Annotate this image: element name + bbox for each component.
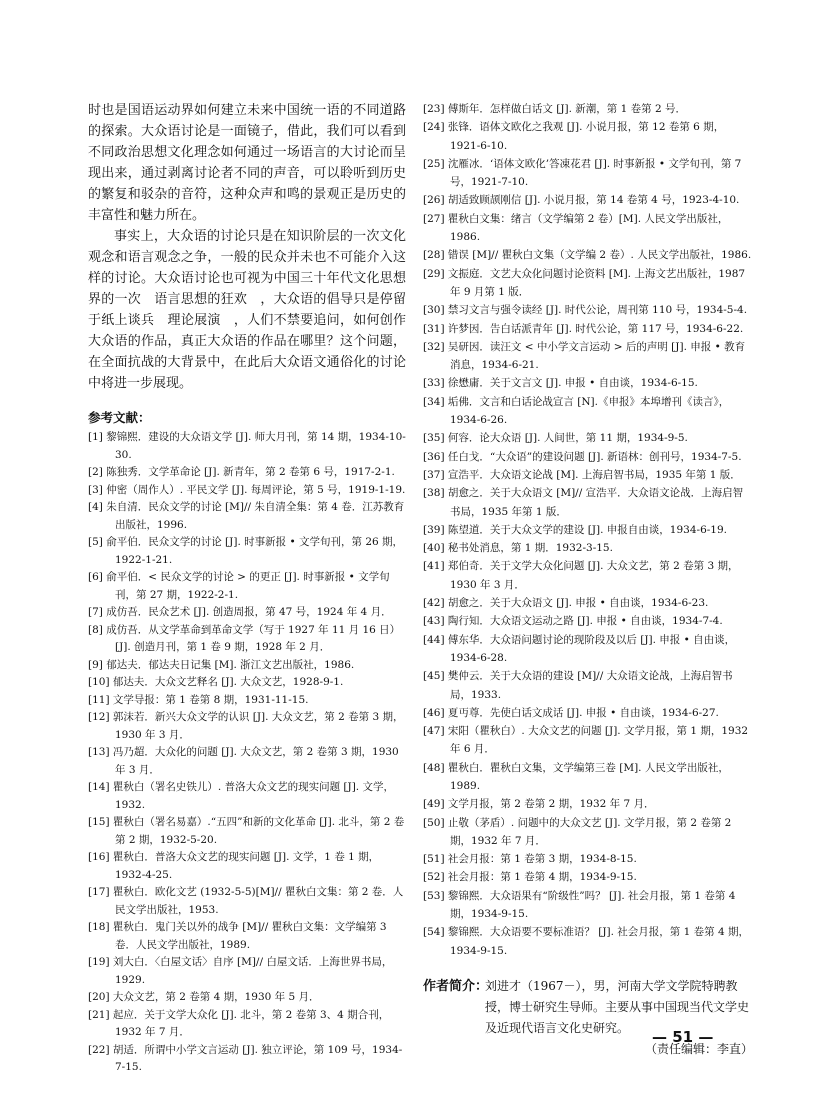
reference-item: [38] 胡愈之．关于大众语文 [M]// 宣浩平．大众语文论战．上海启智书局，1935 年第 1 版． (423, 487, 744, 518)
references-list-left (88, 429, 406, 1077)
reference-item: [14] 瞿秋白（署名史铁儿）. 普洛大众文艺的现实问题 [J]. 文学，1932. (88, 781, 394, 811)
body-paragraph-2: 事实上，大众语的讨论只是在知识阶层的一次文化观念和语言观念之争，一般的民众并未也不可能介入这样的讨论。大众语讨论也可视为中国三十年代文化思想界的一次 语言思想的狂欢 ，大众语的倡导只是停留于纸上谈兵 理论展演 ，人们不禁要追问，如何创作大众语的作品，真正大众语的作品在哪里？这个问题，在全面抗战的大背景中，在此后大众语文通俗化的讨论中将进一步展现。 (88, 229, 406, 391)
reference-item: [48] 瞿秋白．瞿秋白文集，文学编第三卷 [M]. 人民文学出版社，1989. (423, 761, 729, 792)
reference-item: [53] 黎锦熙．大众语果有“阶级性”吗？ [J]. 社会月报，第 1 卷第 4 期，1934-9-15. (423, 889, 736, 921)
reference-item: [52] 社会月报：第 1 卷第 4 期，1934-9-15. (423, 871, 637, 884)
reference-item: [34] 垢佛．文言和白话论战宣言 [N].《申报》本埠增刊《读言》，1934-6-26. (423, 395, 730, 427)
right-column (423, 100, 753, 1060)
reference-item: [24] 张锋．语体文欧化之我观 [J]. 小说月报，第 12 卷第 6 期，1921-6-10. (423, 121, 725, 152)
reference-item: [36] 任白戈．“大众语”的建设问题 [J]. 新语林：创刊号，1934-7-5. (423, 450, 742, 463)
reference-item: [47] 宋阳（瞿秋白）. 大众文艺的问题 [J]. 文学月报，第 1 期，1932 年 6 月． (423, 725, 749, 756)
reference-item: [35] 何容．论大众语 [J]. 人间世，第 11 期，1934-9-5. (423, 432, 688, 445)
left-column (88, 100, 406, 1077)
reference-item: [9] 郁达夫．郁达夫日记集 [M]. 浙江文艺出版社，1986. (88, 658, 355, 671)
reference-item: [28] 错误 [M]// 瞿秋白文集（文学编 2 卷）. 人民文学出版社，1986. (423, 249, 752, 262)
reference-item: [25] 沈雁冰．‘语体文欧化’答凍花君 [J]. 时事新报 • 文学旬刊，第 7 号，1921-7-10. (423, 157, 742, 189)
reference-item: [12] 郭沫若．新兴大众文学的认识 [J]. 大众文艺，第 2 卷第 3 期，1930 年 3 月． (88, 711, 404, 741)
reference-item: [40] 秘书处消息，第 1 期．1932-3-15. (423, 542, 613, 555)
reference-item: [1] 黎锦熙．建设的大众语文学 [J]. 师大月刊，第 14 期，1934-10-30. (88, 431, 406, 461)
reference-item: [18] 瞿秋白．鬼门关以外的战争 [M]// 瞿秋白文集：文学编第 3 卷．人民文学出版社，1989. (88, 921, 387, 951)
body-paragraph-1: 时也是国语运动界如何建立未来中国统一语的不同道路的探索。大众语讨论是一面镜子，借此，我们可以看到不同政治思想文化理念如何通过一场语言的大讨论而呈现出来，通过剥离讨论者不同的声音，可以聆听到历史的繁复和驳杂的音符，这种众声和鸣的景观正是历史的丰富性和魅力所在。 (88, 103, 406, 223)
reference-item: [39] 陈望道．关于大众文学的建设 [J]. 申报自由谈，1934-6-19. (423, 523, 728, 536)
reference-item: [11] 文学导报：第 1 卷第 8 期，1931-11-15. (88, 693, 309, 706)
reference-item: [42] 胡愈之．关于大众语文 [J]. 申报 • 自由谈，1934-6-23. (423, 597, 709, 610)
reference-item: [13] 冯乃超．大众化的问题 [J]. 大众文艺，第 2 卷第 3 期，1930 年 3 月． (88, 746, 399, 776)
reference-item: [27] 瞿秋白文集：绪言（文学编第 2 卷）[M]. 人民文学出版社，1986. (423, 212, 729, 244)
reference-item: [37] 宣浩平．大众语文论战 [M]. 上海启智书局，1935 年第 1 版． (423, 468, 741, 481)
reference-item: [49] 文学月报，第 2 卷第 2 期，1932 年 7 月． (423, 798, 655, 811)
reference-item: [21] 起应．关于文学大众化 [J]. 北斗，第 2 卷第 3、4 期合刊，1932 年 7 月． (88, 1008, 390, 1038)
reference-item: [6] 俞平伯．< 民众文学的讨论 > 的更正 [J]. 时事新报 • 文学旬刊，第 27 期，1922-2-1. (88, 571, 390, 601)
author-bio-text: 刘进才（1967－），男，河南大学文学院特聘教授，博士研究生导师。主要从事中国现当代文学史及近现代语言文化史研究。 (485, 978, 750, 1035)
reference-item: [51] 社会月报：第 1 卷第 3 期，1934-8-15. (423, 853, 637, 866)
reference-item: [45] 樊仲云．关于大众语的建设 [M]// 大众语文论战，上海启智书局，1933. (423, 670, 733, 701)
reference-item: [44] 傅东华．大众语问题讨论的现阶段及以后 [J]. 申报 • 自由谈，1934-6-28. (423, 633, 736, 664)
reference-item: [8] 成仿吾．从文学革命到革命文学（写于 1927 年 11 月 16 日）[J]. 创造月刊，第 1 卷 9 期，1928 年 2 月． (88, 623, 401, 653)
reference-item: [10] 郁达夫．大众文艺释名 [J]. 大众文艺，1928-9-1. (88, 676, 344, 688)
reference-item: [4] 朱自清．民众文学的讨论 [M]// 朱自清全集：第 4 卷．江苏教育出版社，1996. (88, 501, 405, 531)
reference-item: [54] 黎锦熙．大众语要不要标准语？ [J]. 社会月报，第 1 卷第 4 期，1934-9-15. (423, 926, 750, 957)
reference-item: [22] 胡适．所谓中小学文言运动 [J]. 独立评论，第 109 号，1934-7-15. (88, 1043, 403, 1073)
references-list-right (423, 100, 753, 960)
reference-item: [17] 瞿秋白．欧化文艺 (1932-5-5)[M]// 瞿秋白文集：第 2 卷．人民文学出版社，1953. (88, 886, 404, 916)
reference-item: [31] 许梦因．告白话派青年 [J]. 时代公论，第 117 号，1934-6-22. (423, 322, 744, 335)
reference-item: [7] 成仿吾．民众艺术 [J]. 创造周报，第 47 号，1924 年 4 月． (88, 606, 392, 618)
reference-item: [15] 瞿秋白（署名易嘉）.“五四”和新的文化革命 [J]. 北斗，第 2 卷第 2 期，1932-5-20. (88, 816, 405, 846)
reference-item: [30] 禁习文言与强令读经 [J]. 时代公论，周刊第 110 号，1934-5-4. (423, 304, 748, 317)
reference-item: [5] 俞平伯．民众文学的讨论 [J]. 时事新报 • 文学旬刊，第 26 期，1922-1-21. (88, 536, 404, 566)
reference-item: [32] 吴研因．读汪文 < 中小学文言运动 > 后的声明 [J]. 申报 • 教育消息，1934-6-21. (423, 340, 746, 372)
reference-item: [46] 夏丏尊．先使白话文成话 [J]. 申报 • 自由谈，1934-6-27. (423, 706, 719, 719)
reference-item: [3] 仲密（周作人）. 平民文学 [J]. 每周评论，第 5 号，1919-1-19. (88, 483, 406, 496)
reference-item: [50] 止敬（茅盾）. 问题中的大众文艺 [J]. 文学月报，第 2 卷第 2 期，1932 年 7 月． (423, 816, 732, 847)
reference-item: [33] 徐懋庸．关于文言文 [J]. 申报 • 自由谈，1934-6-15. (423, 377, 698, 390)
reference-item: [43] 陶行知．大众语文运动之路 [J]. 申报 • 自由谈，1934-7-4. (423, 615, 723, 628)
reference-item: [23] 傅斯年．怎样做白话文 [J]. 新潮，第 1 卷第 2 号． (423, 103, 687, 115)
reference-item: [16] 瞿秋白．普洛大众文艺的现实问题 [J]. 文学，1 卷 1 期，1932-4-25. (88, 851, 380, 881)
reference-item: [41] 郑伯奇．关于文学大众化问题 [J]. 大众文艺，第 2 卷第 3 期，1930 年 3 月． (423, 560, 739, 591)
page-number: — 51 — (652, 1028, 714, 1046)
references-heading: 参考文献： (88, 410, 151, 425)
reference-item: [29] 文振庭．文艺大众化问题讨论资料 [M]. 上海文艺出版社，1987 年 9 月第 1 版． (423, 267, 746, 298)
author-bio-label: 作者简介： (423, 978, 489, 994)
reference-item: [19] 刘大白．〈白屋文话〉自序 [M]// 白屋文话．上海世界书局，1929. (88, 956, 393, 986)
reference-item: [20] 大众文艺，第 2 卷第 4 期，1930 年 5 月． (88, 991, 320, 1003)
reference-item: [26] 胡适致顾颉刚信 [J]. 小说月报，第 14 卷第 4 号，1923-4-10. (423, 194, 740, 207)
editor-note: （责任编辑：李直） (644, 1041, 753, 1056)
reference-item: [2] 陈独秀．文学革命论 [J]. 新青年，第 2 卷第 6 号，1917-2-1. (88, 466, 395, 478)
